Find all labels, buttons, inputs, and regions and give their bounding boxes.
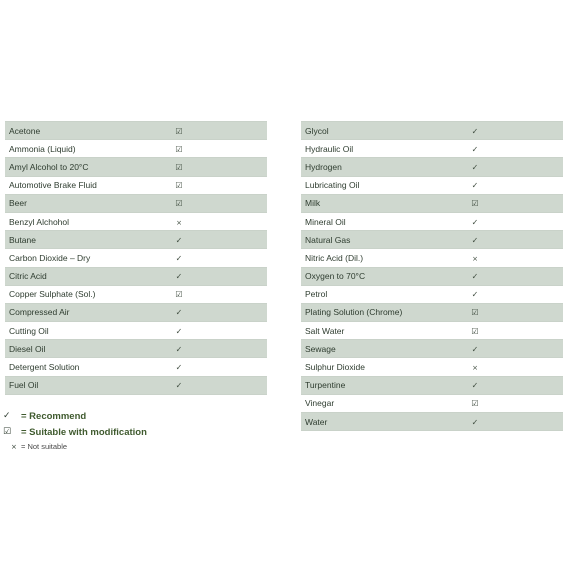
substance-name: Ammonia (Liquid): [9, 143, 76, 154]
substance-name: Sewage: [305, 343, 336, 354]
checkmark-icon: ✓: [175, 272, 183, 282]
substance-name: Fuel Oil: [9, 380, 39, 391]
table-row: [5, 158, 267, 176]
substance-name: Amyl Alcohol to 20°C: [9, 161, 89, 172]
rating-cell: [149, 194, 267, 212]
checkmark-icon: ✓: [471, 144, 479, 154]
table-row: [301, 340, 563, 358]
table-row: [5, 122, 267, 140]
rating-cell: [149, 231, 267, 249]
substance-name: Oxygen to 70°C: [305, 271, 366, 282]
substance-name: Citric Acid: [9, 271, 47, 282]
checkbox-icon: ☑: [471, 308, 479, 318]
checkbox-icon: ☑: [471, 326, 479, 336]
checkbox-icon: ☑: [175, 290, 183, 300]
table-row: [5, 140, 267, 158]
checkmark-icon: ✓: [471, 181, 479, 191]
checkmark-icon: ✓: [175, 381, 183, 391]
substance-name: Benzyl Alchohol: [9, 216, 70, 227]
checkmark-icon: ✓: [471, 381, 479, 391]
substance-name: Natural Gas: [305, 234, 351, 245]
substance-name: Salt Water: [305, 325, 345, 336]
substance-name: Diesel Oil: [9, 343, 46, 354]
table-row: [301, 394, 563, 412]
rating-cell: [445, 231, 563, 249]
substance-name: Mineral Oil: [305, 216, 346, 227]
substance-name: Water: [305, 416, 328, 427]
checkbox-icon: ☑: [175, 162, 183, 172]
rating-cell: [445, 285, 563, 303]
checkmark-icon: ✓: [175, 235, 183, 245]
rating-cell: [445, 322, 563, 340]
checkmark-icon: ✓: [471, 126, 479, 136]
table-row: [301, 212, 563, 230]
table-row: [301, 267, 563, 285]
substance-name: Carbon Dioxide – Dry: [9, 252, 91, 263]
cross-icon: ×: [11, 442, 17, 451]
checkmark-icon: ✓: [471, 235, 479, 245]
substance-name: Hydraulic Oil: [305, 143, 354, 154]
substance-name: Butane: [9, 234, 36, 245]
rating-cell: [149, 122, 267, 140]
legend-not-suitable: [3, 440, 147, 453]
substance-name: Sulphur Dioxide: [305, 362, 366, 373]
table-row: [5, 322, 267, 340]
table-row: [301, 194, 563, 212]
rating-cell: [149, 340, 267, 358]
checkbox-icon: ☑: [175, 126, 183, 136]
table-row: [301, 249, 563, 267]
cross-icon: ×: [472, 254, 478, 263]
substance-name: Detergent Solution: [9, 362, 80, 373]
table-row: [301, 376, 563, 394]
legend-recommend: [3, 408, 147, 424]
substance-name: Lubricating Oil: [305, 180, 360, 191]
cross-icon: ×: [176, 218, 182, 227]
rating-cell: [445, 340, 563, 358]
table-row: [5, 176, 267, 194]
checkmark-icon: ✓: [471, 217, 479, 227]
substance-name: Petrol: [305, 289, 328, 300]
checkmark-icon: ✓: [175, 344, 183, 354]
table-row: [301, 413, 563, 431]
checkbox-icon: ☑: [175, 144, 183, 154]
rating-cell: [149, 358, 267, 376]
rating-cell: [149, 285, 267, 303]
table-row: [5, 267, 267, 285]
checkmark-icon: ✓: [471, 290, 479, 300]
table-row: [301, 303, 563, 321]
legend-suitable-label: = Suitable with modification: [21, 426, 147, 438]
table-row: [301, 358, 563, 376]
checkmark-icon: ✓: [471, 162, 479, 172]
rating-cell: [149, 376, 267, 394]
substance-name: Automotive Brake Fluid: [9, 180, 97, 191]
checkmark-icon: ✓: [471, 272, 479, 282]
checkmark-icon: ✓: [3, 411, 11, 421]
rating-cell: [445, 376, 563, 394]
checkmark-icon: ✓: [175, 308, 183, 318]
cross-icon: ×: [472, 364, 478, 373]
substance-name: Nitric Acid (Dil.): [305, 252, 364, 263]
table-row: [5, 249, 267, 267]
table-row: [5, 194, 267, 212]
checkmark-icon: ✓: [175, 326, 183, 336]
table-row: [301, 322, 563, 340]
rating-cell: [149, 158, 267, 176]
table-row: [301, 285, 563, 303]
rating-cell: [445, 212, 563, 230]
rating-cell: [149, 140, 267, 158]
substance-name: Hydrogen: [305, 161, 342, 172]
rating-cell: [445, 122, 563, 140]
checkbox-icon: ☑: [175, 199, 183, 209]
substance-name: Beer: [9, 198, 27, 209]
rating-cell: [445, 358, 563, 376]
substance-name: Glycol: [305, 125, 329, 136]
left-compatibility-table: [5, 121, 267, 395]
checkbox-icon: ☑: [175, 181, 183, 191]
legend-recommend-label: = Recommend: [21, 410, 87, 422]
rating-cell: [445, 158, 563, 176]
rating-cell: [149, 249, 267, 267]
legend: [3, 408, 147, 453]
substance-name: Copper Sulphate (Sol.): [9, 289, 96, 300]
table-row: [301, 231, 563, 249]
table-row: [5, 231, 267, 249]
table-row: [5, 358, 267, 376]
table-row: [5, 376, 267, 394]
rating-cell: [149, 303, 267, 321]
table-row: [301, 158, 563, 176]
rating-cell: [445, 194, 563, 212]
rating-cell: [149, 212, 267, 230]
substance-name: Acetone: [9, 125, 41, 136]
checkmark-icon: ✓: [471, 417, 479, 427]
substance-name: Vinegar: [305, 398, 335, 409]
table-row: [301, 122, 563, 140]
rating-cell: [445, 267, 563, 285]
rating-cell: [445, 303, 563, 321]
checkmark-icon: ✓: [471, 344, 479, 354]
table-row: [301, 176, 563, 194]
rating-cell: [445, 176, 563, 194]
substance-name: Milk: [305, 198, 321, 209]
checkbox-icon: ☑: [471, 399, 479, 409]
checkmark-icon: ✓: [175, 363, 183, 373]
legend-not-suitable-label: = Not suitable: [21, 442, 68, 451]
rating-cell: [149, 322, 267, 340]
table-row: [5, 303, 267, 321]
rating-cell: [445, 140, 563, 158]
table-row: [5, 212, 267, 230]
substance-name: Plating Solution (Chrome): [305, 307, 403, 318]
checkbox-icon: ☑: [3, 427, 12, 437]
checkmark-icon: ✓: [175, 253, 183, 263]
table-row: [301, 140, 563, 158]
legend-suitable: [3, 424, 147, 440]
table-row: [5, 340, 267, 358]
table-row: [5, 285, 267, 303]
rating-cell: [149, 176, 267, 194]
rating-cell: [445, 413, 563, 431]
substance-name: Compressed Air: [9, 307, 70, 318]
right-compatibility-table: [301, 121, 563, 431]
substance-name: Turpentine: [305, 380, 346, 391]
rating-cell: [445, 394, 563, 412]
substance-name: Cutting Oil: [9, 325, 49, 336]
checkbox-icon: ☑: [471, 199, 479, 209]
rating-cell: [445, 249, 563, 267]
rating-cell: [149, 267, 267, 285]
